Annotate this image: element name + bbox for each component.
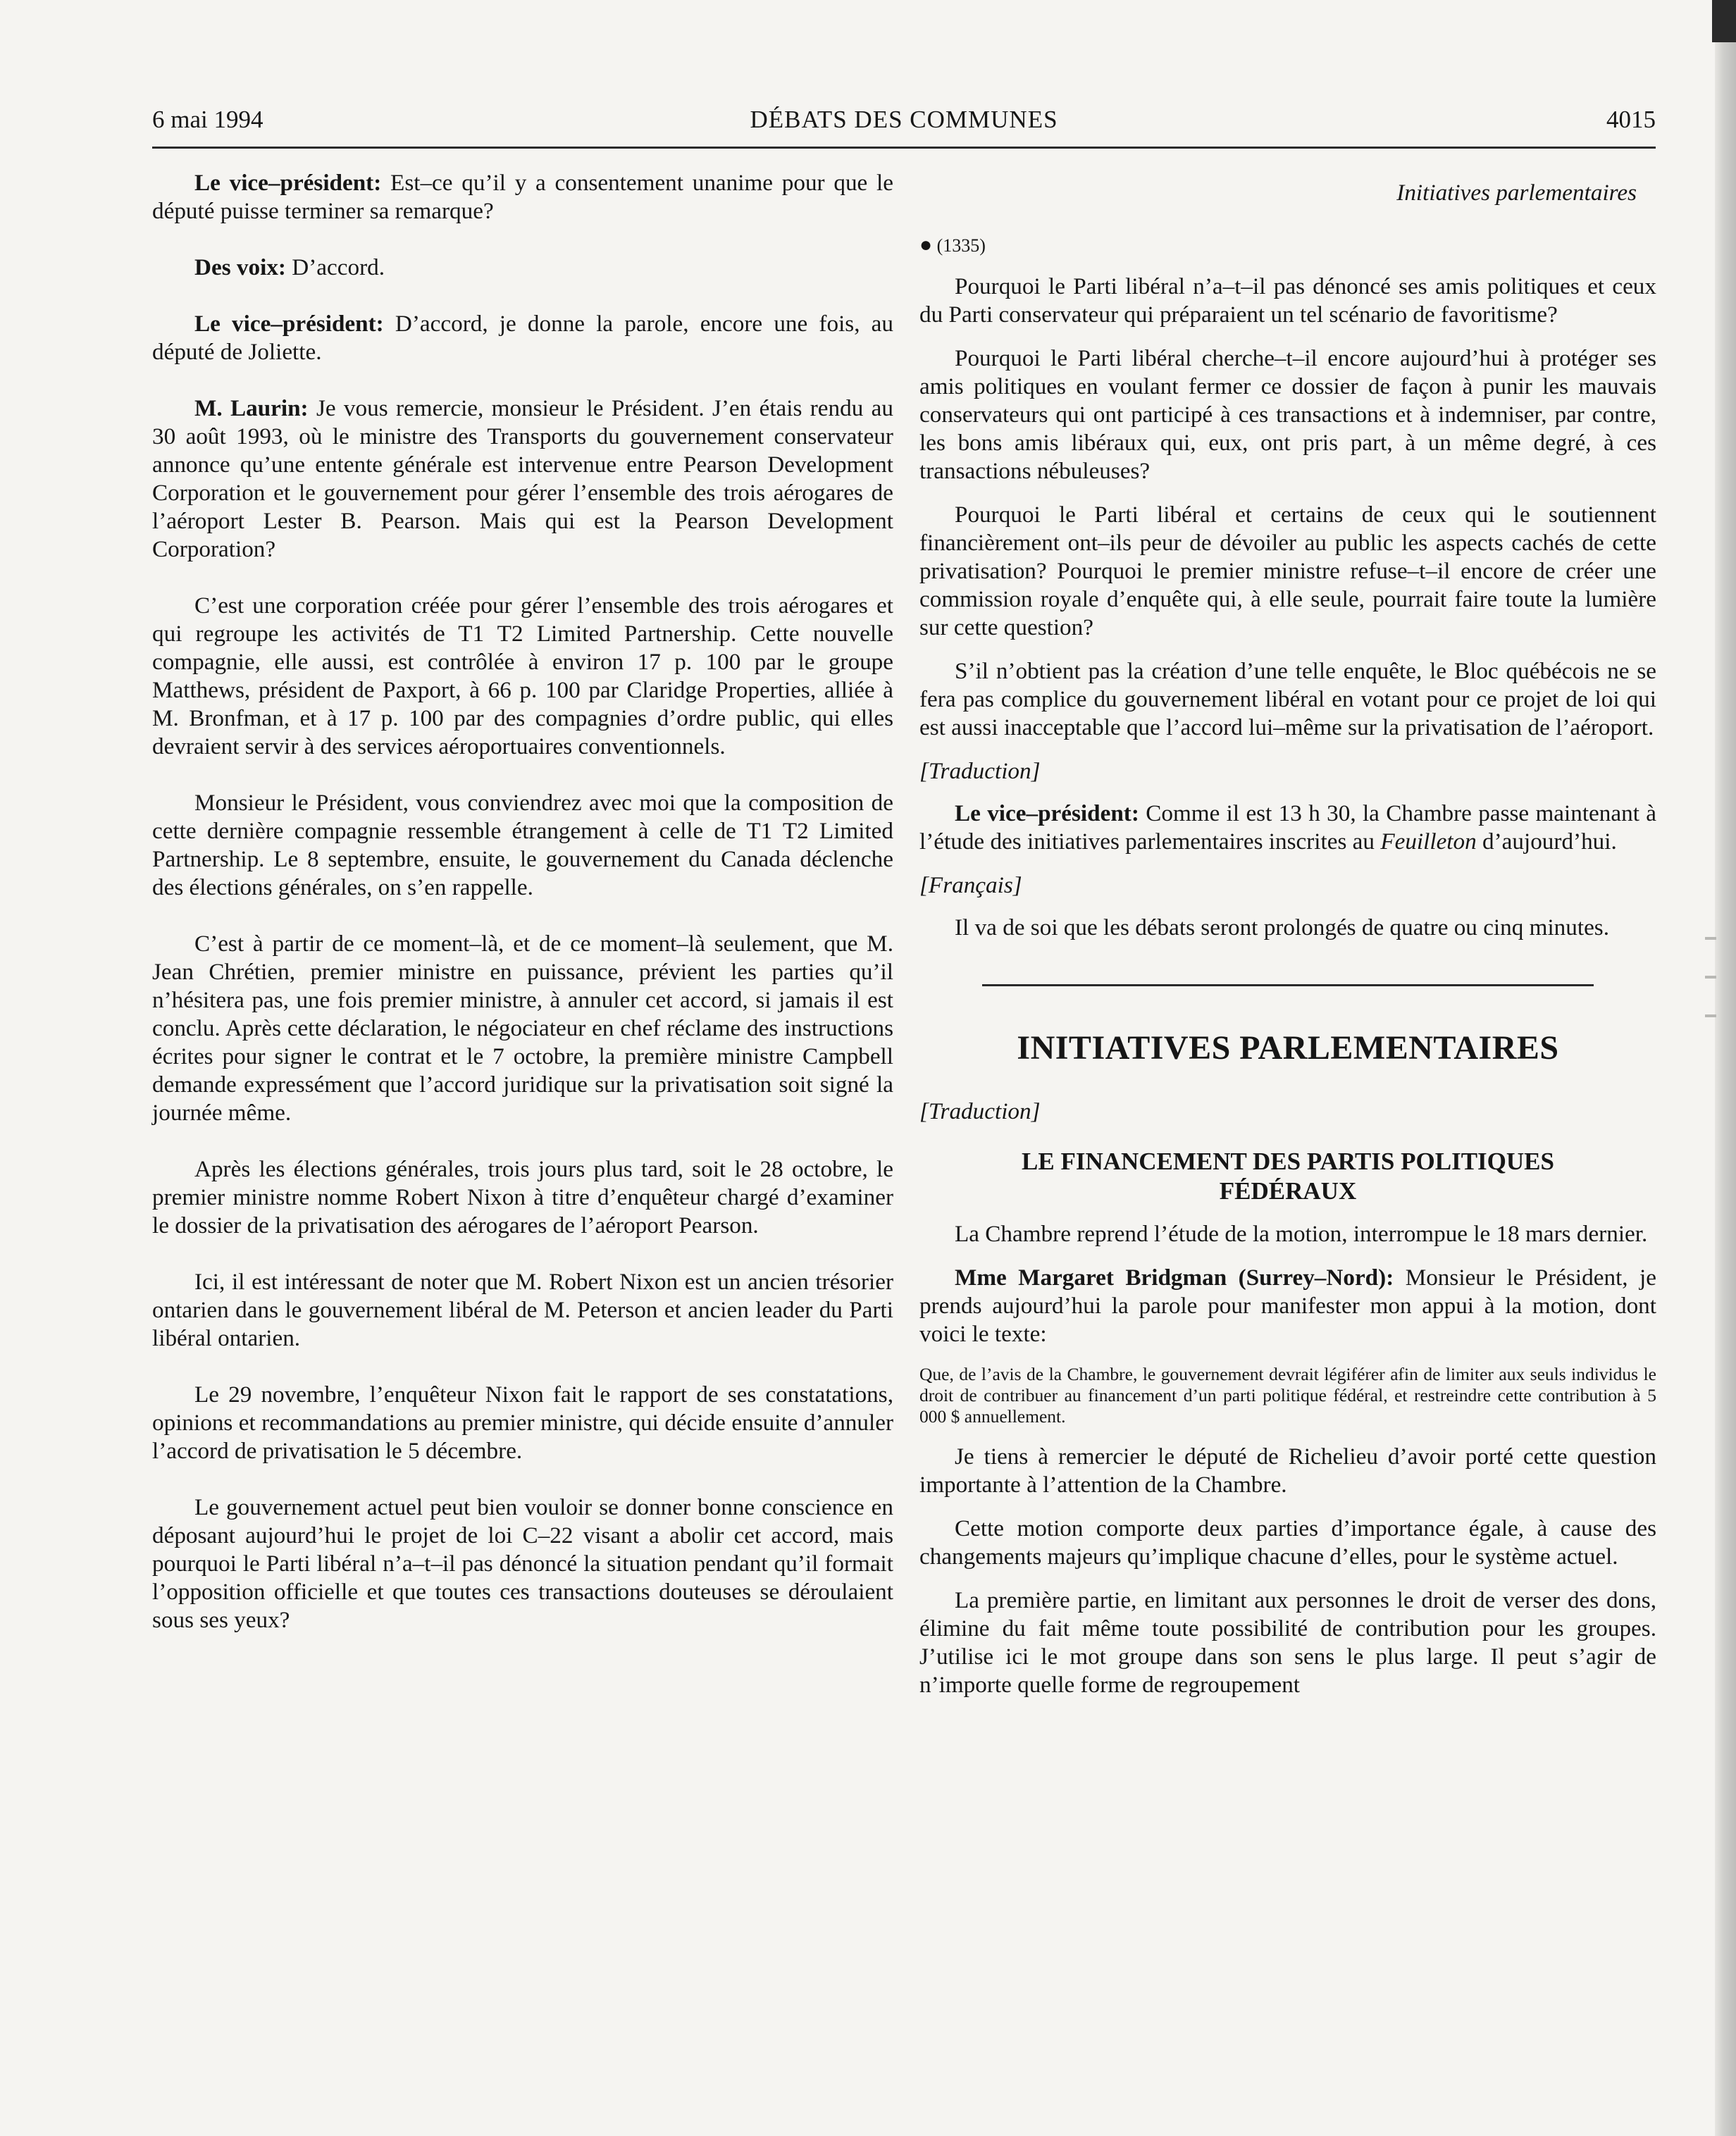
- paragraph: [152, 395, 893, 564]
- paragraph: Pourquoi le Parti libéral cherche–t–il encore aujourd’hui à protéger ses amis politiques en voulant fermer ce dossier de façon à punir les mauvais conservateurs qui ont participé à ces transactions et à indemniser, par contre, les bons amis libéraux qui, eux, ont pris part, à un même degré, à ces transactions nébuleuses?: [919, 345, 1656, 484]
- speech-text: Est–ce qu’il y a consentement unanime pour que le député puisse terminer sa remarque?: [152, 170, 893, 224]
- translation-note: [Traduction]: [919, 758, 1041, 784]
- subject-title-line: LE FINANCEMENT DES PARTIS POLITIQUES: [1022, 1148, 1554, 1175]
- header-page-number: 4015: [1606, 106, 1656, 133]
- speech-text: d’aujourd’hui.: [1476, 828, 1617, 855]
- header-publication: DÉBATS DES COMMUNES: [750, 106, 1058, 133]
- speaker-name: Le vice–président:: [194, 170, 382, 196]
- paragraph: Après les élections générales, trois jours plus tard, soit le 28 octobre, le premier ministre nomme Robert Nixon à titre d’enquêteur chargé d’examiner le dossier de la privatisation des aérogares de l’aéroport Pearson.: [152, 1156, 893, 1238]
- paragraph: Pourquoi le Parti libéral n’a–t–il pas dénoncé ses amis politiques et ceux du Parti conservateur qui préparaient un tel scénario de favoritisme?: [919, 273, 1656, 328]
- speaker-name: Des voix:: [194, 254, 286, 280]
- paragraph: Je tiens à remercier le député de Richelieu d’avoir porté cette question importante à l’attention de la Chambre.: [919, 1443, 1656, 1498]
- paragraph: C’est à partir de ce moment–là, et de ce moment–là seulement, que M. Jean Chrétien, premier ministre en puissance, prévient les parties qu’il n’hésitera pas, une fois premier ministre, à annuler cet accord, si jamais il est conclu. Après cette déclaration, le négociateur en chef réclame des instructions écrites pour signer le contrat et le 7 octobre, la première ministre Campbell demande expressément que l’accord juridique sur la privatisation soit signé la journée même.: [152, 931, 893, 1126]
- motion-quote: Que, de l’avis de la Chambre, le gouvernement devrait légiférer afin de limiter aux seuls individus le droit de contribuer au financement d’un parti politique fédéral, et restreindre cette contribution à 5 000 $ annuellement.: [919, 1364, 1656, 1427]
- page-header: [152, 100, 1656, 142]
- paragraph: S’il n’obtient pas la création d’une telle enquête, le Bloc québécois ne se fera pas complice du gouvernement libéral en votant pour ce projet de loi qui est aussi inacceptable que l’accord lui–même sur la privatisation de l’aéroport.: [919, 658, 1656, 740]
- margin-mark: [1705, 976, 1716, 979]
- page-corner-shadow: [1712, 0, 1736, 42]
- translation-note: [Traduction]: [919, 1098, 1041, 1124]
- speech-text: D’accord.: [285, 254, 385, 280]
- speech-text: Monsieur le Président, je prends aujourd’hui la parole pour manifester mon appui à la motion, dont voici le texte:: [919, 1265, 1656, 1347]
- paragraph: La première partie, en limitant aux personnes le droit de verser des dons, élimine du fait même toute possibilité de contribution pour les groupes. J’utilise ici le mot groupe dans son sens le plus large. Il peut s’agir de n’importe quelle forme de regroupement: [919, 1587, 1656, 1698]
- running-head: Initiatives parlementaires: [1396, 180, 1637, 206]
- paragraph: Pourquoi le Parti libéral et certains de ceux qui le soutiennent financièrement ont–ils peur de dévoiler au public les aspects cachés de cette privatisation? Pourquoi le premier ministre refuse–t–il encore de créer une commission royale d’enquête qui, à elle seule, pourrait faire toute la lumière sur cette question?: [919, 502, 1656, 640]
- subject-title: [919, 1147, 1656, 1206]
- paragraph: [919, 800, 1656, 856]
- paragraph: [152, 254, 893, 282]
- section-rule: [982, 984, 1594, 986]
- paragraph: Monsieur le Président, vous conviendrez avec moi que la composition de cette dernière compagnie ressemble étrangement à celle de T1 T2 Limited Partnership. Le 8 septembre, ensuite, le gouvernement du Canada déclenche des élections générales, on s’en rappelle.: [152, 790, 893, 900]
- speaker-name: Le vice–président:: [194, 311, 384, 337]
- speaker-name: M. Laurin:: [194, 395, 309, 421]
- margin-mark: [1705, 937, 1716, 940]
- header-date: 6 mai 1994: [152, 106, 264, 133]
- right-column: [919, 169, 1656, 1715]
- paragraph: Le 29 novembre, l’enquêteur Nixon fait le rapport de ses constatations, opinions et recommandations au premier ministre, qui décide ensuite d’annuler l’accord de privatisation le 5 décembre.: [152, 1381, 893, 1464]
- timestamp: [919, 231, 1656, 260]
- scanned-page-edge: [1715, 0, 1736, 2136]
- speaker-name: Mme Margaret Bridgman (Surrey–Nord):: [955, 1265, 1394, 1291]
- paragraph: La Chambre reprend l’étude de la motion, interrompue le 18 mars dernier.: [955, 1221, 1648, 1247]
- header-rule: [152, 147, 1656, 149]
- speaker-name: Le vice–président:: [955, 800, 1139, 826]
- language-note: [Français]: [919, 872, 1022, 898]
- paragraph: Il va de soi que les débats seront prolongés de quatre ou cinq minutes.: [955, 914, 1610, 940]
- speech-text: Je vous remercie, monsieur le Président. J’en étais rendu au 30 août 1993, où le ministre des Transports du gouvernement conservateur annonce qu’une entente générale est intervenue entre Pearson Development Corporation et le gouvernement pour gérer l’ensemble des trois aérogares de l’aéroport Lester B. Pearson. Mais qui est la Pearson Development Corporation?: [152, 395, 893, 562]
- left-column: [152, 169, 893, 1663]
- section-title: INITIATIVES PARLEMENTAIRES: [1017, 1029, 1559, 1067]
- paragraph: Le gouvernement actuel peut bien vouloir se donner bonne conscience en déposant aujourd’hui le projet de loi C–22 visant a abolir cet accord, mais pourquoi le Parti libéral n’a–t–il pas dénoncé la situation pendant qu’il formait l’opposition officielle et que toutes ces transactions douteuses se déroulaient sous ses yeux?: [152, 1494, 893, 1633]
- margin-mark: [1705, 1014, 1716, 1017]
- subject-title-line: FÉDÉRAUX: [1219, 1177, 1357, 1205]
- paragraph: Cette motion comporte deux parties d’importance égale, à cause des changements majeurs qu’implique chacune d’elles, pour le système actuel.: [919, 1515, 1656, 1570]
- paragraph: C’est une corporation créée pour gérer l’ensemble des trois aérogares et qui regroupe les activités de T1 T2 Limited Partnership. Cette nouvelle compagnie, elle aussi, est contrôlée à environ 17 p. 100 par le groupe Matthews, président de Paxport, à 66 p. 100 par Claridge Properties, alliée à M. Bronfman, et à 17 p. 100 par des compagnies d’ordre public, qui elles devraient servir à des services aéroportuaires conventionnels.: [152, 592, 893, 759]
- speech-text-italic: Feuilleton: [1380, 828, 1477, 855]
- bullet-icon: ●: [919, 233, 933, 256]
- paragraph: Ici, il est intéressant de noter que M. Robert Nixon est un ancien trésorier ontarien dans le gouvernement libéral de M. Peterson et ancien leader du Parti libéral ontarien.: [152, 1269, 893, 1351]
- speech-text: D’accord, je donne la parole, encore une fois, au député de Joliette.: [152, 311, 893, 365]
- paragraph: [152, 169, 893, 225]
- paragraph: [152, 310, 893, 366]
- paragraph: [919, 1264, 1656, 1348]
- speech-text: Comme il est 13 h 30, la Chambre passe maintenant à l’étude des initiatives parlementaires inscrites au: [919, 800, 1656, 855]
- timestamp-text: (1335): [936, 235, 986, 256]
